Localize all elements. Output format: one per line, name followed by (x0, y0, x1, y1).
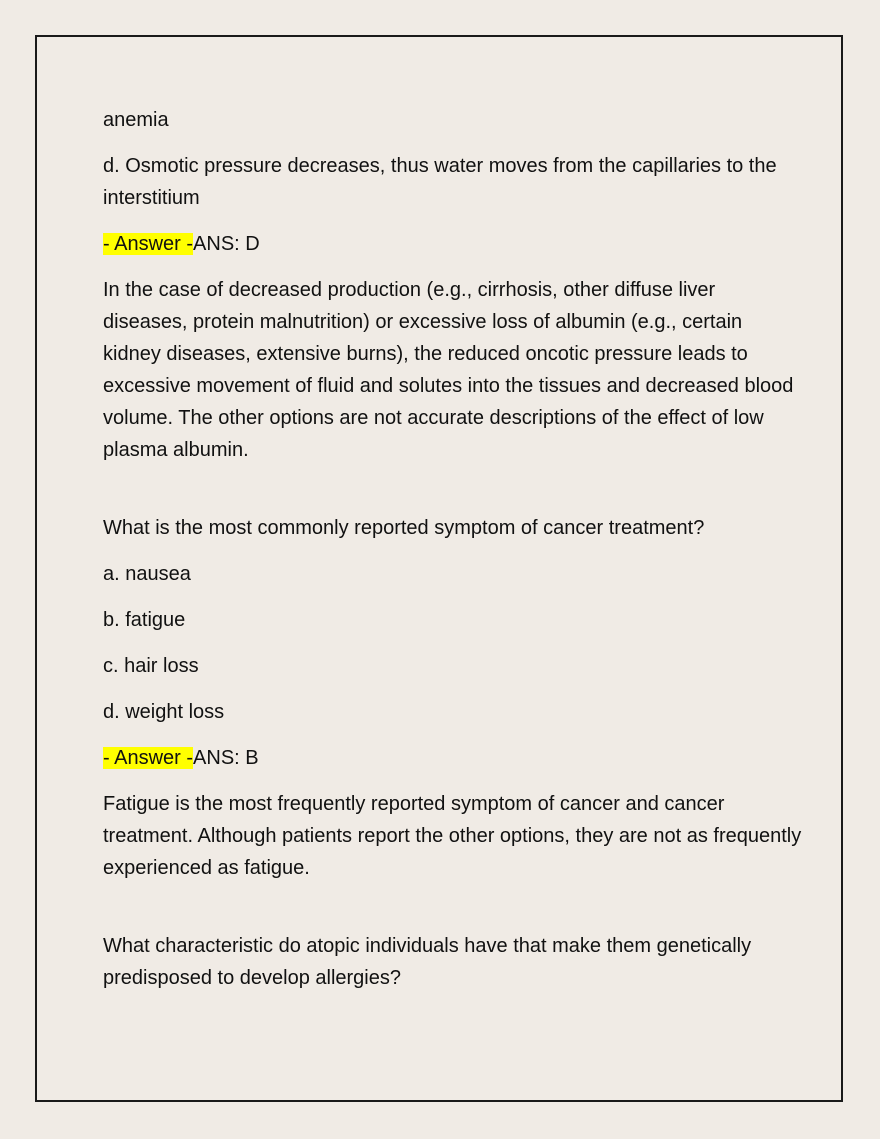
option-d-text: d. Osmotic pressure decreases, thus water moves from the capillaries to the interstitium (103, 155, 777, 209)
answer-highlight-label: - Answer - (103, 747, 194, 769)
answer-line (103, 228, 803, 260)
answer-highlight-label: - Answer - (103, 233, 194, 255)
answer-value: ANS: B (193, 747, 259, 769)
document-body (103, 104, 803, 1008)
option-d-text: d. weight loss (103, 701, 225, 723)
question-text: What is the most commonly reported symptom of cancer treatment? (103, 517, 705, 539)
explanation-paragraph: In the case of decreased production (e.g., cirrhosis, other diffuse liver diseases, protein malnutrition) or excessive loss of albumin (e.g., certain kidney diseases, extensive burns), the reduced oncotic pressure leads to excessive movement of fluid and solutes into the tissues and decreased blood volume. The other options are not accurate descriptions of the effect of low plasma albumin. (103, 279, 794, 461)
option-b-text: b. fatigue (103, 609, 186, 631)
option-continuation-text: anemia (103, 109, 169, 131)
answer-value: ANS: D (193, 233, 260, 255)
answer-line (103, 742, 803, 774)
question-text: What characteristic do atopic individuals have that make them genetically predisposed to develop allergies? (103, 935, 752, 989)
option-a-text: a. nausea (103, 563, 191, 585)
explanation-paragraph: Fatigue is the most frequently reported symptom of cancer and cancer treatment. Although patients report the other options, they are not as frequently experienced as fatigue. (103, 793, 802, 879)
option-c-text: c. hair loss (103, 655, 199, 677)
